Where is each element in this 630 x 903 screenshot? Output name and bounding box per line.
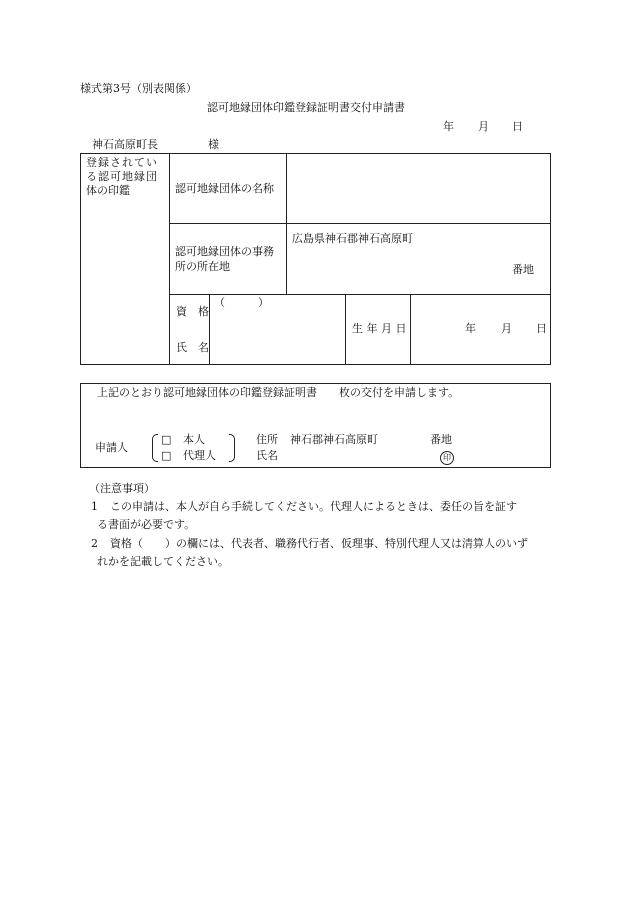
office-address-suffix: 番地 <box>512 263 534 276</box>
form-number-label: 様式第3号（別表関係） <box>80 82 197 95</box>
note-number: 1 <box>91 500 98 513</box>
note-number: 2 <box>91 537 98 550</box>
date-day-label: 日 <box>512 120 523 133</box>
table-divider <box>169 223 551 224</box>
checkbox-agent[interactable]: □ <box>161 449 172 462</box>
note-text: この申請は、本人が自ら手続してください。代理人によるときは、委任の旨を証す <box>110 500 517 513</box>
birth-year-label: 年 <box>465 322 476 335</box>
date-year-label: 年 <box>443 120 454 133</box>
birth-month-label: 月 <box>501 322 512 335</box>
notes-heading: （注意事項） <box>89 482 155 495</box>
table-divider <box>410 294 411 365</box>
checkbox-self[interactable]: □ <box>161 433 172 446</box>
table-divider <box>169 294 551 295</box>
qualification-field[interactable]: （ ） <box>214 296 269 309</box>
qualification-label: 資 格 <box>176 305 209 318</box>
option-agent-label: 代理人 <box>183 449 216 462</box>
person-name-label: 氏 名 <box>176 341 209 354</box>
applicant-name-label: 氏名 <box>256 449 278 462</box>
applicant-address: 神石郡神石高原町 <box>290 433 378 446</box>
right-brace-icon <box>229 434 235 462</box>
note-text: れかを記載してください。 <box>97 555 229 568</box>
office-location-label: 所の所在地 <box>175 260 230 273</box>
addressee: 神石高原町長 <box>92 138 158 151</box>
association-name-label: 認可地縁団体の名称 <box>175 182 274 195</box>
office-location-label: 認可地縁団体の事務 <box>175 245 274 258</box>
address-suffix: 番地 <box>430 433 452 446</box>
office-address-prefix: 広島県神石郡神石高原町 <box>292 232 413 245</box>
applicant-label: 申請人 <box>95 441 128 454</box>
table-divider <box>345 294 346 365</box>
form-title: 認可地縁団体印鑑登録証明書交付申請書 <box>207 101 405 114</box>
table-divider <box>209 294 210 365</box>
birthdate-label: 生 年 月 日 <box>352 322 407 335</box>
date-month-label: 月 <box>478 120 489 133</box>
honorific: 様 <box>208 138 219 151</box>
table-divider <box>286 153 287 294</box>
birth-day-label: 日 <box>536 322 547 335</box>
registered-seal-header: 体の印鑑 <box>86 184 130 197</box>
left-brace-icon <box>152 434 158 462</box>
address-label: 住所 <box>256 433 278 446</box>
option-self-label: 本人 <box>183 433 205 446</box>
note-text: る書面が必要です。 <box>97 518 196 531</box>
table-divider <box>169 153 170 365</box>
table-border <box>80 153 551 365</box>
seal-mark: 印 <box>440 451 454 465</box>
registered-seal-header: 登録されてい <box>86 156 158 169</box>
registered-seal-header: る認可地縁団 <box>86 170 158 183</box>
note-text: 資格（ ）の欄には、代表者、職務代行者、仮理事、特別代理人又は清算人のいず <box>110 537 528 550</box>
request-statement: 上記のとおり認可地縁団体の印鑑登録証明書 枚の交付を申請します。 <box>97 386 460 399</box>
